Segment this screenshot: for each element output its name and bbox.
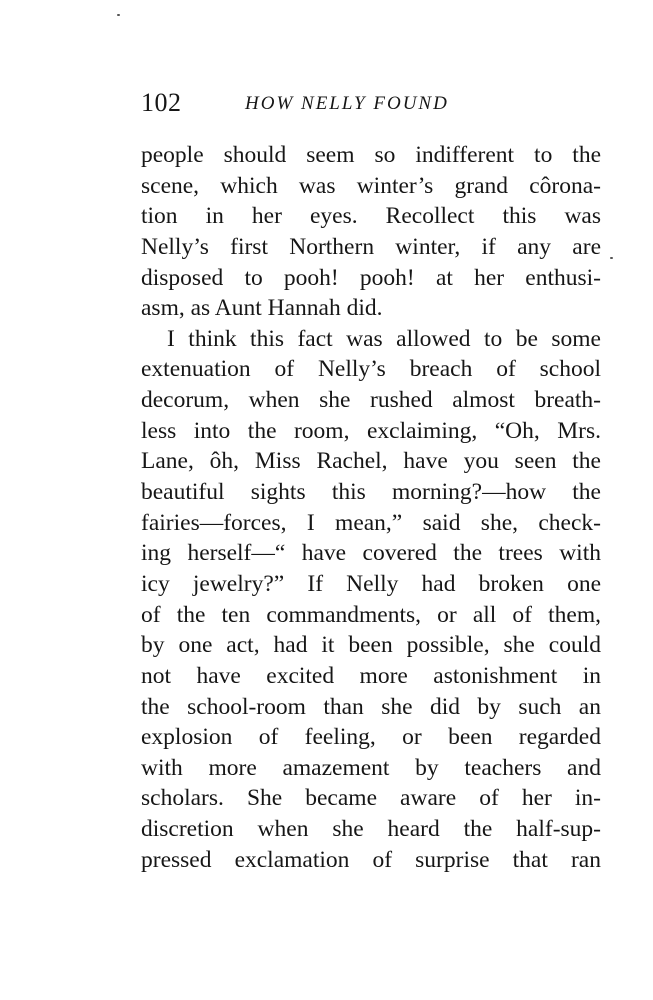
text-line: extenuation of Nelly’s breach of school — [141, 356, 601, 383]
text-line: explosion of feeling, or been regarded — [141, 724, 601, 751]
text-line: tion in her eyes. Recollect this was — [141, 203, 601, 230]
text-line: I think this fact was allowed to be some — [167, 325, 601, 352]
text-line: icy jewelry?” If Nelly had broken one — [141, 570, 601, 597]
text-line: ing herself—“ have covered the trees with — [141, 540, 601, 567]
text-line: pressed exclamation of surprise that ran — [141, 846, 601, 873]
text-line: Lane, ôh, Miss Rachel, have you seen the — [141, 448, 601, 475]
print-speck — [610, 257, 613, 259]
text-line: decorum, when she rushed almost breath- — [141, 387, 601, 414]
print-speck — [117, 14, 120, 16]
text-line: disposed to pooh! pooh! at her enthusi- — [141, 264, 601, 291]
text-line: Nelly’s first Northern winter, if any are — [141, 233, 601, 260]
text-line: not have excited more astonishment in — [141, 662, 601, 689]
text-line: of the ten commandments, or all of them, — [141, 601, 601, 628]
text-line: asm, as Aunt Hannah did. — [141, 295, 383, 322]
running-title: HOW NELLY FOUND — [245, 93, 449, 114]
text-line: by one act, had it been possible, she could — [141, 632, 601, 659]
text-line: fairies—forces, I mean,” said she, check- — [141, 509, 601, 536]
text-line: scholars. She became aware of her in- — [141, 785, 601, 812]
text-line: discretion when she heard the half-sup- — [141, 816, 601, 843]
text-line: scene, which was winter’s grand côrona- — [141, 172, 601, 199]
page-number: 102 — [141, 88, 182, 117]
text-line: beautiful sights this morning?—how the — [141, 479, 601, 506]
text-line: people should seem so indifferent to the — [141, 142, 601, 168]
text-line: less into the room, exclaiming, “Oh, Mrs. — [141, 417, 601, 444]
text-line: the school-room than she did by such an — [141, 693, 601, 720]
page-header — [141, 88, 611, 122]
body-text — [141, 140, 601, 875]
text-line: with more amazement by teachers and — [141, 754, 601, 781]
